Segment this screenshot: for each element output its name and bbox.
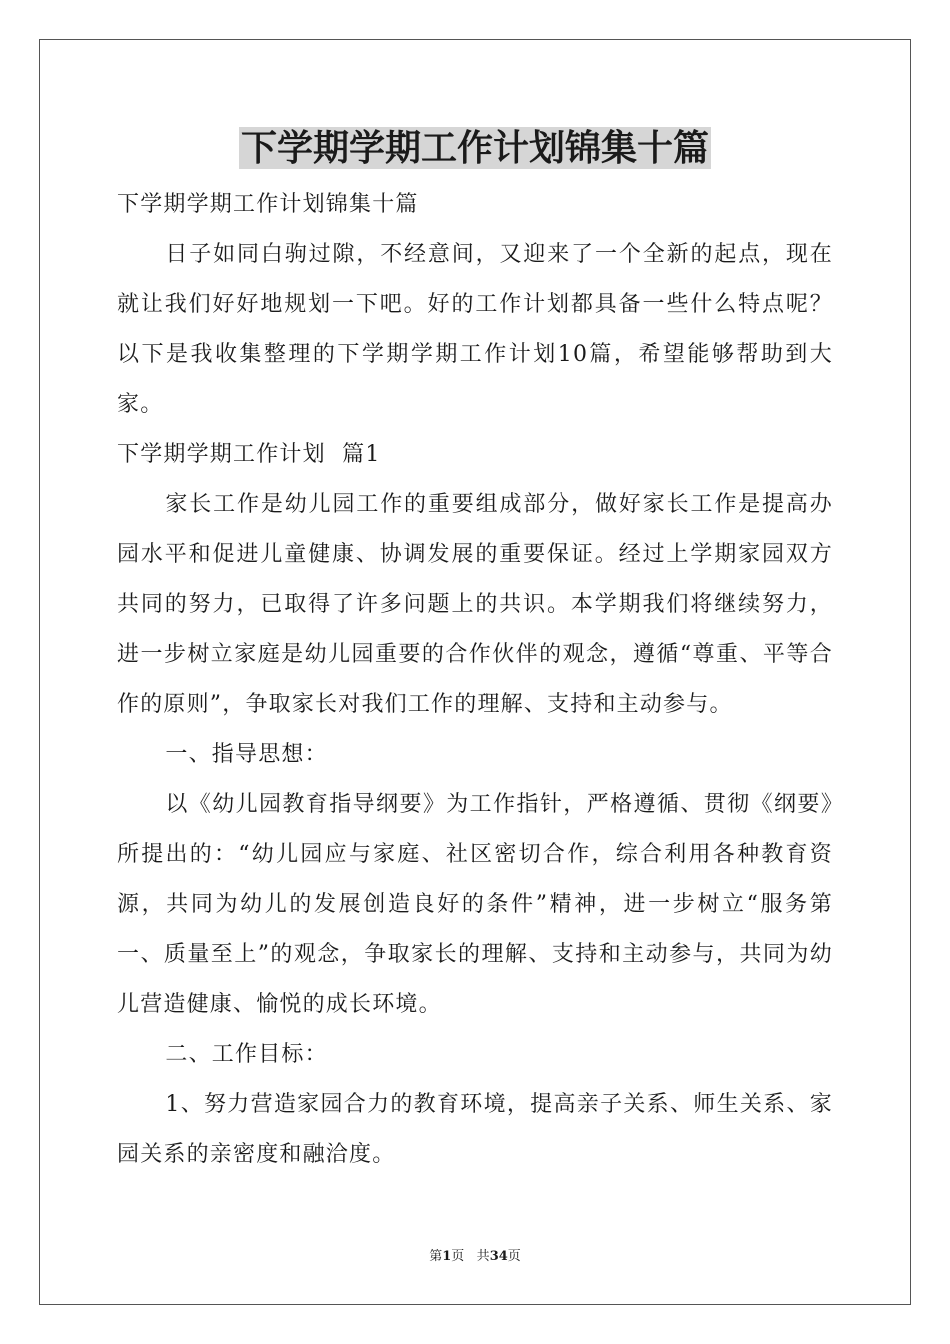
total-suffix: 页 [507, 1249, 521, 1264]
intro-paragraph: 日子如同白驹过隙，不经意间，又迎来了一个全新的起点，现在就让我们好好地规划一下吧。好的工作计划都具备一些什么特点呢？以下是我收集整理的下学期学期工作计划10篇，希望能够帮助到大家。 [117, 242, 833, 417]
heading-work-goals: 二、工作目标： [165, 1042, 328, 1067]
document-title [0, 124, 950, 172]
work-goal-item-1: 1、努力营造家园合力的教育环境，提高亲子关系、师生关系、家园关系的亲密度和融洽度。 [117, 1092, 833, 1167]
guiding-ideology-paragraph: 以《幼儿园教育指导纲要》为工作指针，严格遵循、贯彻《纲要》所提出的：“幼儿园应与家庭、社区密切合作，综合利用各种教育资源，共同为幼儿的发展创造良好的条件”精神，进一步树立“服务第一、质量至上”的观念，争取家长的理解、支持和主动参与，共同为幼儿营造健康、愉悦的成长环境。 [117, 792, 833, 1017]
heading-guiding-ideology: 一、指导思想： [165, 742, 328, 767]
subtitle-line: 下学期学期工作计划锦集十篇 [117, 192, 419, 217]
section-1-paragraph: 家长工作是幼儿园工作的重要组成部分，做好家长工作是提高办园水平和促进儿童健康、协调发展的重要保证。经过上学期家园双方共同的努力，已取得了许多问题上的共识。本学期我们将继续努力，进一步树立家庭是幼儿园重要的合作伙伴的观念，遵循“尊重、平等合作的原则”，争取家长对我们工作的理解、支持和主动参与。 [117, 492, 833, 717]
total-prefix: 共 [476, 1249, 490, 1264]
section-heading-1: 下学期学期工作计划 篇1 [117, 442, 381, 467]
total-pages: 34 [489, 1249, 508, 1264]
page-prefix: 第 [429, 1249, 443, 1264]
document-body [117, 180, 833, 1180]
page-number: 1 [442, 1249, 452, 1264]
document-title-text: 下学期学期工作计划锦集十篇 [240, 127, 709, 169]
page-suffix: 页 [451, 1249, 465, 1264]
page-footer [0, 1248, 950, 1266]
